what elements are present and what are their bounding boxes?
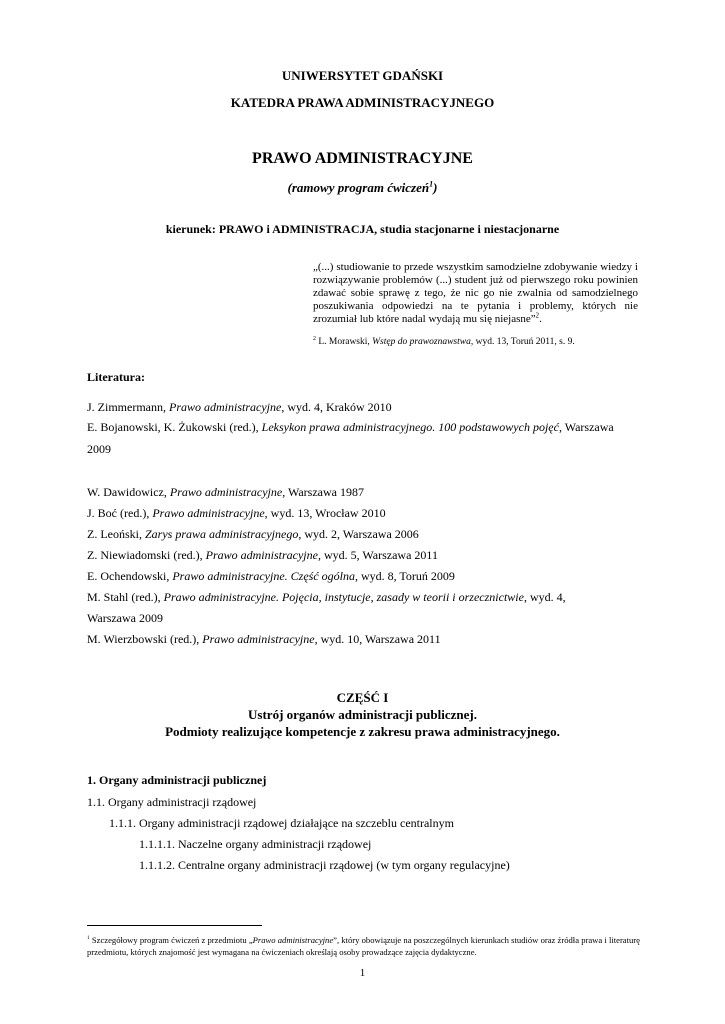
literature-heading: Literatura: bbox=[87, 370, 145, 384]
epigraph-quote: „(...) studiowanie to przede wszystkim samodzielne zdobywanie wiedzy i rozwiązywanie problemów (...) student już od pierwszego roku powinien zdawać sobie sprawę z tego, że nic go nie zwalnia od samodzielnego poszukiwania odpowiedzi na te pytania i problemy, których nie zrozumiał lub które nadal wydają mu się niejasne”$^2$. bbox=[313, 261, 638, 325]
literature-item: J. Boć (red.), Prawo administracyjne, wyd. 13, Wrocław 2010 bbox=[87, 506, 386, 520]
outline-item-level-2: 1.1. Organy administracji rządowej bbox=[87, 795, 257, 809]
footnote: $^1$ Szczegółowy program ćwiczeń z przedmiotu „Prawo administracyjne”, który obowiązuje na poszczególnych kierunkach studiów oraz źródła prawa i literaturę przedmiotu, których znajomość jest wymagana na ćwiczeniach określają osoby prowadzące zajęcia dydaktyczne. bbox=[87, 935, 640, 957]
study-direction: kierunek: PRAWO i ADMINISTRACJA, studia stacjonarne i niestacjonarne bbox=[165, 222, 560, 236]
epigraph-source: $^2$ L. Morawski, Wstęp do prawoznawstwa, wyd. 13, Toruń 2011, s. 9. bbox=[313, 335, 575, 347]
document-title: PRAWO ADMINISTRACYJNE bbox=[252, 150, 473, 167]
literature-item: M. Stahl (red.), Prawo administracyjne. Pojęcia, instytucje, zasady w teorii i orzecznictwie, wyd. 4, bbox=[87, 590, 566, 604]
outline-item-level-3: 1.1.1. Organy administracji rządowej działające na szczeblu centralnym bbox=[109, 816, 454, 830]
department-name: KATEDRA PRAWA ADMINISTRACYJNEGO bbox=[230, 95, 495, 110]
literature-item-continuation: 2009 bbox=[87, 442, 111, 456]
outline-item-level-4: 1.1.1.2. Centralne organy administracji rządowej (w tym organy regulacyjne) bbox=[139, 858, 510, 872]
literature-item: E. Ochendowski, Prawo administracyjne. Część ogólna, wyd. 8, Toruń 2009 bbox=[87, 569, 455, 583]
literature-item: Z. Leoński, Zarys prawa administracyjnego, wyd. 2, Warszawa 2006 bbox=[87, 527, 419, 541]
footnote-separator bbox=[87, 925, 262, 926]
university-name: UNIWERSYTET GDAŃSKI bbox=[281, 68, 444, 83]
part-label: CZĘŚĆ I bbox=[336, 690, 389, 705]
literature-item: E. Bojanowski, K. Żukowski (red.), Leksykon prawa administracyjnego. 100 podstawowych pojęć, Warszawa bbox=[87, 420, 614, 434]
document-subtitle: (ramowy program ćwiczeń$^1$) bbox=[287, 179, 438, 195]
part-title-line-1: Ustrój organów administracji publicznej. bbox=[248, 707, 477, 722]
outline-item-level-1: 1. Organy administracji publicznej bbox=[87, 773, 267, 787]
literature-item: M. Wierzbowski (red.), Prawo administracyjne, wyd. 10, Warszawa 2011 bbox=[87, 632, 441, 646]
page-number: 1 bbox=[359, 967, 366, 979]
part-title-line-2: Podmioty realizujące kompetencje z zakresu prawa administracyjnego. bbox=[165, 724, 560, 739]
literature-item-continuation: Warszawa 2009 bbox=[87, 611, 164, 625]
literature-item: J. Zimmermann, Prawo administracyjne, wyd. 4, Kraków 2010 bbox=[87, 400, 392, 414]
literature-item: Z. Niewiadomski (red.), Prawo administracyjne, wyd. 5, Warszawa 2011 bbox=[87, 548, 438, 562]
outline-item-level-4: 1.1.1.1. Naczelne organy administracji rządowej bbox=[139, 837, 372, 851]
literature-item: W. Dawidowicz, Prawo administracyjne, Warszawa 1987 bbox=[87, 485, 364, 499]
